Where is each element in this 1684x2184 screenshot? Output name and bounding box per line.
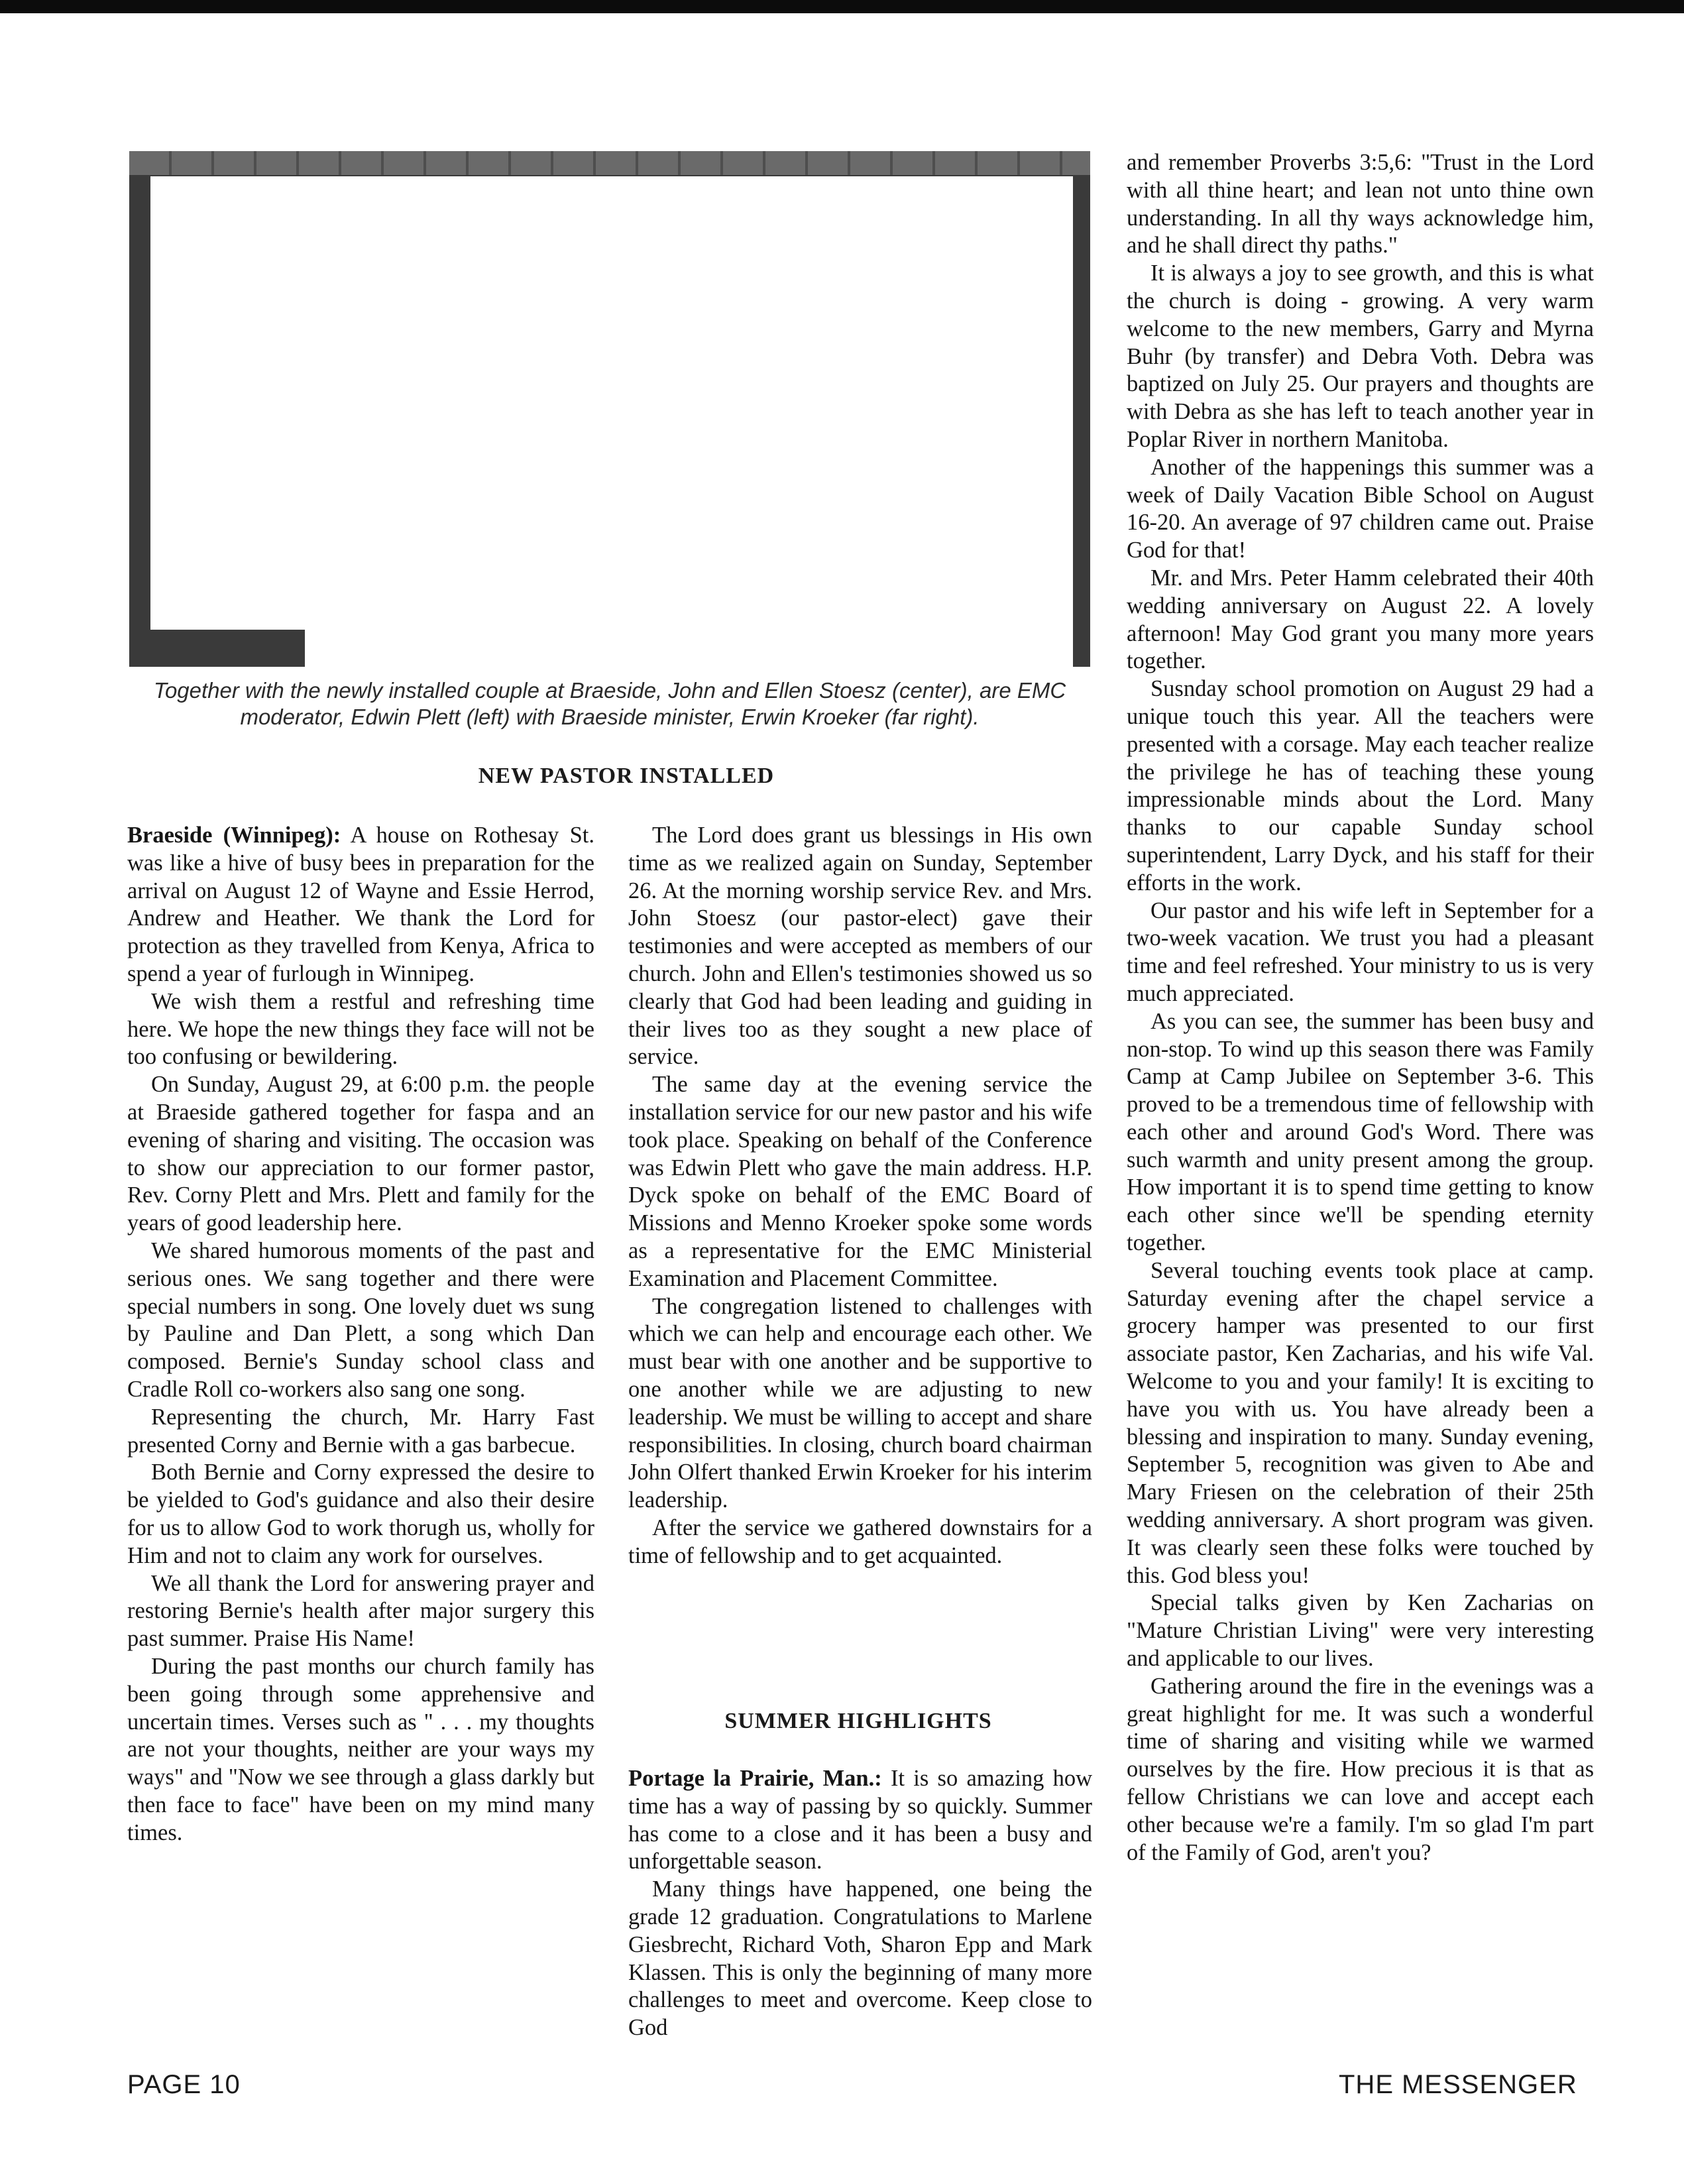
paragraph: It is always a joy to see growth, and this is what the church is doing - growing. A very warm welcome to the new members, Garry and Myrna Buhr (by transfer) and Debra Voth. Debra was baptized on July 25. Our prayers and thoughts are with Debra as she has left to teach another year in Poplar River in northern Manitoba. [1127,260,1594,452]
paragraph: Several touching events took place at camp. Saturday evening after the chapel service a grocery hamper was presented to our first associate pastor, Ken Zacharias, and his wife Val. Welcome to you and your family! It is exciting to have you with us. You have already been a blessing and inspiration to many. Sunday evening, September 5, recognition was given to Abe and Mary Friesen on the celebration of their 25th wedding anniversary. A short program was given. It was clearly seen these folks were touched by this. God bless you! [1127,1257,1594,1588]
photo-redacted-area-lower [305,615,1073,667]
paragraph: Susnday school promotion on August 29 had a unique touch this year. All the teachers were presented with a corsage. May each teacher realize the privilege he has of teaching these young impressionable minds about the Lord. Many thanks to our capable Sunday school superintendent, Larry Dyck, and his staff for their efforts in the work. [1127,676,1594,895]
paragraph: On Sunday, August 29, at 6:00 p.m. the people at Braeside gathered together for faspa and an evening of sharing and visiting. The occasion was to show our appreciation to our former pastor, Rev. Corny Plett and Mrs. Plett and family for the years of good leadership here. [127,1072,594,1236]
paragraph: Both Bernie and Corny expressed the desire to be yielded to God's guidance and also their desire for us to allow God to work thorugh us, wholly for Him and not to claim any work for ourselves. [127,1460,594,1568]
paragraph: The same day at the evening service the installation service for our new pastor and his wife took place. Speaking on behalf of the Conference was Edwin Plett who gave the main address. H.P. Dyck spoke on behalf of the EMC Board of Missions and Menno Kroeker spoke some words as a representative for the EMC Ministerial Examination and Placement Committee. [628,1072,1092,1291]
photo-redacted-area [150,176,1073,630]
column-3 [1127,149,1594,1867]
paragraph: Mr. and Mrs. Peter Hamm celebrated their 40th wedding anniversary on August 22. A lovely afternoon! May God grant you many more years together. [1127,565,1594,674]
photo-caption: Together with the newly installed couple at Braeside, John and Ellen Stoesz (center), are EMC moderator, Edwin Plett (left) with Braeside minister, Erwin Kroeker (far right). [153,678,1066,729]
paragraph: We all thank the Lord for answering prayer and restoring Bernie's health after major surgery this past summer. Praise His Name! [127,1570,594,1652]
paragraph: We wish them a restful and refreshing time here. We hope the new things they face will not be too confusing or bewildering. [127,988,594,1070]
paragraph: We shared humorous moments of the past and serious ones. We sang together and there were special numbers in song. One lovely duet ws sung by Pauline and Dan Plett, a song which Dan composed. Bernie's Sunday school class and Cradle Roll co-workers also sang one song. [127,1237,594,1402]
publication-name: THE MESSENGER [1339,2070,1577,2099]
paragraph: Many things have happened, one being the grade 12 graduation. Congratulations to Marlene Giesbrecht, Richard Voth, Sharon Epp and Mark Klassen. This is only the beginning of many more challenges to meet and overcome. Keep close to God [628,1876,1092,2041]
paragraph: As you can see, the summer has been busy and non-stop. To wind up this season there was Family Camp at Camp Jubilee on September 3-6. This proved to be a tremendous time of fellowship with each other and around God's Word. There was such warmth and unity present among the group. How important it is to spend time getting to know each other since we'll be spending eternity together. [1127,1008,1594,1256]
dateline-portage: Portage la Prairie, Man.: [628,1766,882,1791]
dateline-braeside: Braeside (Winnipeg): [127,823,341,848]
paragraph: Our pastor and his wife left in September for a two-week vacation. We trust you had a pleasant time and feel refreshed. Your ministry to us is very much appreciated. [1127,897,1594,1006]
paragraph: After the service we gathered downstairs for a time of fellowship and to get acquainted. [628,1515,1092,1568]
article-photo [129,151,1090,667]
column-1 [127,822,594,1847]
paragraph: Representing the church, Mr. Harry Fast presented Corny and Bernie with a gas barbecue. [127,1404,594,1458]
paragraph: Another of the happenings this summer was a week of Daily Vacation Bible School on August 16-20. An average of 97 children came out. Praise God for that! [1127,454,1594,563]
scan-top-edge [0,0,1684,13]
paragraph: The congregation listened to challenges with which we can help and encourage each other. We must bear with one another and be supportive to one another while we are adjusting to new leadership. We must be willing to accept and share responsibilities. In closing, church board chairman John Olfert thanked Erwin Kroeker for his interim leadership. [628,1293,1092,1513]
article-title-new-pastor: NEW PASTOR INSTALLED [478,764,775,788]
paragraph: Special talks given by Ken Zacharias on "Mature Christian Living" were very interesting and applicable to our lives. [1127,1590,1594,1672]
column-2-lower [628,1765,1092,2042]
article-title-summer-highlights: SUMMER HIGHLIGHTS [724,1709,992,1733]
column-2 [628,822,1092,1570]
paragraph: Portage la Prairie, Man.: It is so amazing how time has a way of passing by so quickly. Summer has come to a close and it has been a busy and unforgettable season. [628,1766,1092,1874]
page-number: PAGE 10 [127,2070,241,2099]
paragraph: The Lord does grant us blessings in His own time as we realized again on Sunday, September 26. At the morning worship service Rev. and Mrs. John Stoesz (our pastor-elect) gave their testimonies and were accepted as members of our church. John and Ellen's testimonies showed us so clearly that God had been leading and guiding in their lives too as they sought a new place of service. [628,823,1092,1070]
paragraph: Gathering around the fire in the evenings was a great highlight for me. It was such a wonderful time of sharing and visiting while we warmed ourselves by the fire. How precious it is that as fellow Christians we can love and accept each other because we're a family. I'm so glad I'm part of the Family of God, aren't you? [1127,1673,1594,1865]
paragraph: and remember Proverbs 3:5,6: "Trust in the Lord with all thine heart; and lean not unto thine own understanding. In all thy ways acknowledge him, and he shall direct thy paths." [1127,150,1594,259]
paragraph: Braeside (Winnipeg): A house on Rothesay St. was like a hive of busy bees in preparation for the arrival on August 12 of Wayne and Essie Herrod, Andrew and Heather. We thank the Lord for protection as they travelled from Kenya, Africa to spend a year of furlough in Winnipeg. [127,823,594,986]
paragraph: During the past months our church family has been going through some apprehensive and uncertain times. Verses such as " . . . my thoughts are not your thoughts, neither are your ways my ways" and "Now we see through a glass darkly but then face to face" have been on my mind many times. [127,1653,594,1845]
